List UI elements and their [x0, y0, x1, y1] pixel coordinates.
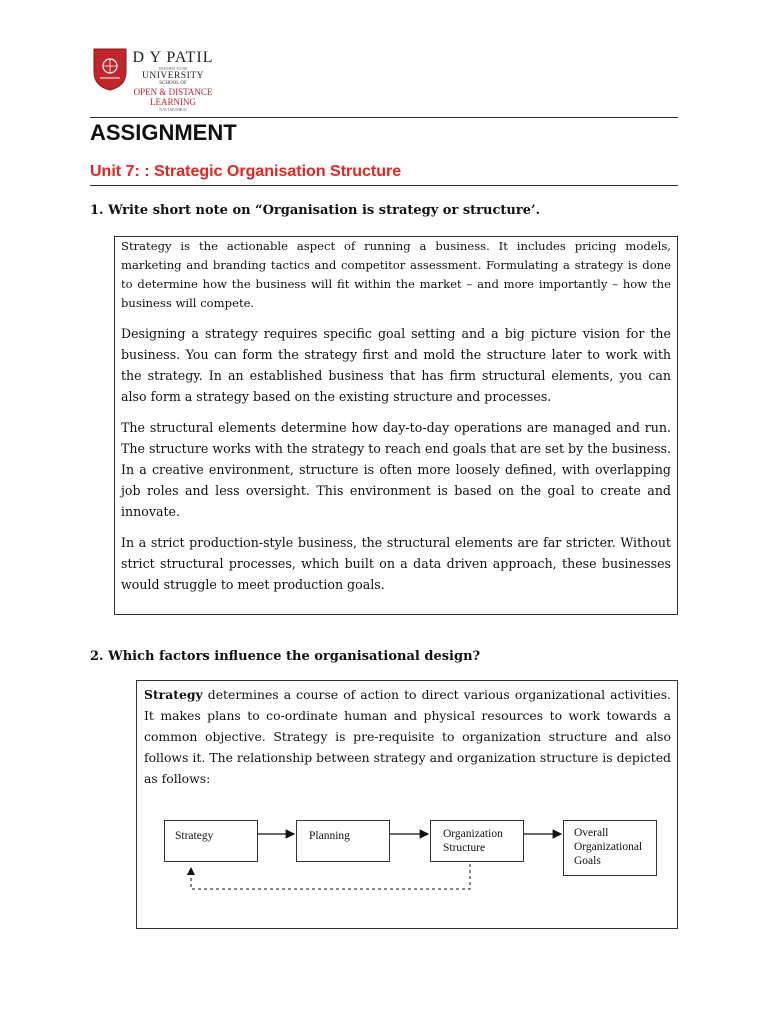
question-1: 1. Write short note on “Organisation is strategy or structure’.	[90, 203, 541, 218]
unit-title: Unit 7: : Strategic Organisation Structure	[90, 163, 402, 180]
header-rule-top	[90, 117, 678, 118]
header-rule-bottom	[90, 185, 678, 186]
answer-2-text: determines a course of action to direct various organizational activities. It makes plans to co-ordinate human and physical resources to work towards a common objective. Strategy is pre-requisite to organization structure and also follows it. The relationship between strategy and organization structure is depicted as follows:	[144, 687, 671, 786]
question-2: 2. Which factors influence the organisational design?	[90, 649, 481, 664]
diagram-goals-line-2: Organizational	[574, 841, 643, 853]
logo-university: UNIVERSITY	[142, 71, 204, 81]
strategy-bold-lead: Strategy	[144, 687, 203, 702]
diagram-goals-line-1: Overall	[574, 827, 609, 839]
diagram-node-goals	[563, 820, 657, 876]
diagram-node-strategy-label: Strategy	[175, 830, 214, 842]
logo-learning: LEARNING	[150, 97, 196, 107]
diagram-goals-line-3: Goals	[574, 855, 601, 867]
diagram-org-line-1: Organization	[443, 828, 503, 840]
logo-school-of: SCHOOL OF	[159, 81, 187, 86]
page-title: ASSIGNMENT	[90, 120, 237, 145]
diagram-node-planning	[296, 820, 390, 862]
answer-2-box	[136, 680, 678, 929]
answer-1-paragraph-3: The structural elements determine how day-to-day operations are managed and run. The structure works with the strategy to reach end goals that are set by the business. In a creative environment, structure is often more loosely defined, with overlapping job roles and less oversight. This environment is based on the goal to create and innovate.	[121, 420, 671, 519]
logo-name: D Y PATIL	[132, 49, 214, 66]
answer-1-box	[114, 236, 678, 615]
diagram-node-organization-structure	[430, 820, 524, 862]
answer-1-paragraph-2: Designing a strategy requires specific goal setting and a big picture vision for the business. You can form the strategy first and mold the structure later to work with the strategy. In an established business that has firm structural elements, you can also form a strategy based on the existing structure and processes.	[121, 326, 671, 404]
answer-1-paragraph-4: In a strict production-style business, the structural elements are far stricter. Without strict structural processes, which built on a data driven approach, these businesses would struggle to meet production goals.	[121, 535, 671, 592]
diagram-node-planning-label: Planning	[309, 830, 350, 842]
diagram-org-line-2: Structure	[443, 842, 486, 854]
logo-wordmark	[130, 50, 216, 112]
logo-open-distance: OPEN & DISTANCE	[133, 87, 213, 97]
diagram-node-strategy	[164, 820, 258, 862]
logo-location: NAVI MUMBAI	[159, 107, 187, 112]
logo-deemed: DEEMED TO BE	[158, 66, 188, 71]
answer-2-paragraph	[144, 681, 671, 789]
answer-1-paragraph-1: Strategy is the actionable aspect of running a business. It includes pricing models, marketing and branding tactics and competitor assessment. Formulating a strategy is done to determine how the business will fit within the market – and more importantly – how the business will compete.	[121, 239, 671, 310]
